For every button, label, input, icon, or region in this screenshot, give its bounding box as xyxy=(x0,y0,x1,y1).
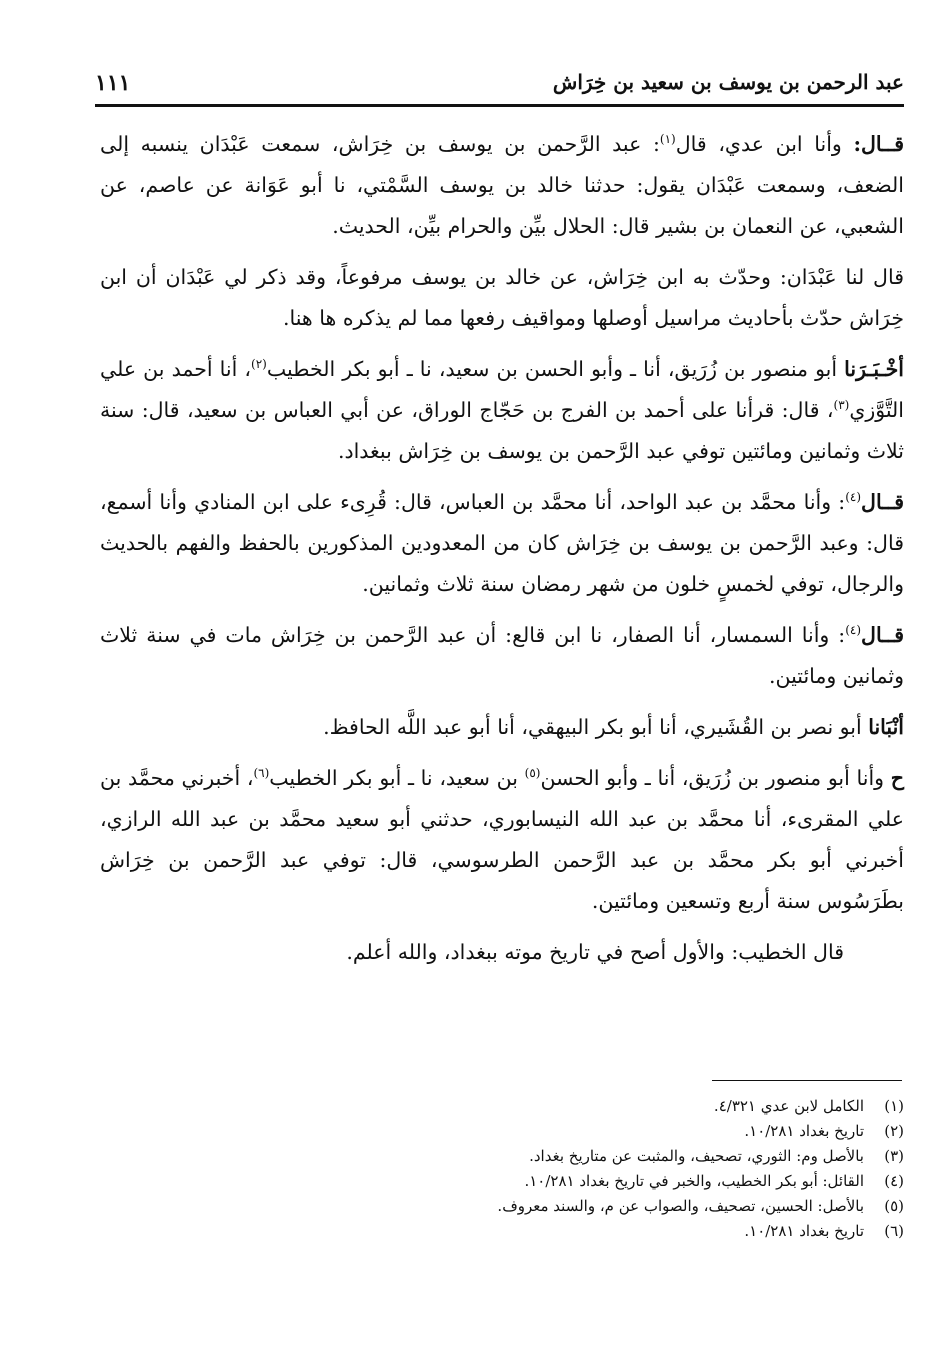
footnote-ref: (٣) xyxy=(833,398,850,413)
paragraph-3: أخْـبَـرَنا أبو منصور بن زُرَيق، أنا ـ وأبو الحسن بن سعيد، نا ـ أبو بكر الخطيب$^{(٢)}$، أنا أحمد بن علي التَّوَّزي$^{(٣)}$، قال: قرأنا على أحمد بن الفرج بن حَجّاج الوراق، عن أبي العباس بن سعيد، قال: سنة ثلاث وثمانين ومائتين توفي عبد الرَّحمن بن يوسف بن خِرَاش ببغداد. xyxy=(100,357,904,463)
running-title: عبد الرحمن بن يوسف بن سعيد بن خِرَاش xyxy=(552,70,904,94)
footnote-ref: (٤) xyxy=(845,490,862,505)
footnote-divider xyxy=(712,1080,902,1081)
page-header xyxy=(95,62,904,107)
footnote-item xyxy=(84,1169,904,1194)
footnote-item xyxy=(84,1219,904,1244)
page-number: ١١١ xyxy=(95,70,131,96)
footnote-text: بالأصل: الحسين، تصحيف، والصواب عن م، والسند معروف. xyxy=(497,1197,864,1215)
footnote-number: (٢) xyxy=(884,1122,904,1140)
footnote-ref: (٥) xyxy=(524,766,541,781)
paragraph-lead: قــال xyxy=(861,490,904,514)
footnote-text: تاريخ بغداد ١٠/٢٨١. xyxy=(744,1122,864,1140)
paragraph-6: أنْبَانا أبو نصر بن القُشَيري، أنا أبو بكر البيهقي، أنا أبو عبد اللَّه الحافظ. xyxy=(323,715,904,739)
footnote-ref: (٢) xyxy=(251,357,267,372)
footnote-ref: (٤) xyxy=(845,623,862,638)
paragraph-lead: أخْـبَـرَنا xyxy=(844,357,904,381)
paragraph-1: قــال: وأنا ابن عدي، قال$^{(١)}$: عبد الرَّحمن بن يوسف بن خِرَاش، سمعت عَبْدَان ينسبه إلى الضعف، وسمعت عَبْدَان يقول: حدثنا خالد بن يوسف السَّمْتي، نا أبو عَوَانة عن عاصم، عن الشعبي، عن النعمان بن بشير قال: الحلال بيِّن والحرام بيِّن، الحديث. xyxy=(100,132,904,238)
paragraph-lead: أنْبَانا xyxy=(868,715,904,739)
paragraph-7: ح وأنا أبو منصور بن زُرَيق، أنا ـ وأبو الحسن$^{(٥)}$ بن سعيد، نا ـ أبو بكر الخطيب$^{(٦)}$، أخبرني محمَّد بن علي المقرىء، أنا محمَّد بن عبد الله النيسابوري، حدثني أبو سعيد محمَّد بن عبد الله الرازي، أخبرني أبو بكر محمَّد بن عبد الرَّحمن الطرسوسي، قال: توفي عبد الرَّحمن بن خِرَاش بطَرَسُوس سنة أربع وتسعين ومائتين. xyxy=(100,766,904,913)
footnote-item xyxy=(84,1119,904,1144)
footnote-text: القائل: أبو بكر الخطيب، والخبر في تاريخ بغداد ١٠/٢٨١. xyxy=(524,1172,864,1190)
footnote-ref: (١) xyxy=(659,132,676,147)
footnote-text: تاريخ بغداد ١٠/٢٨١. xyxy=(744,1222,864,1240)
footnote-number: (٦) xyxy=(884,1222,904,1240)
paragraph-4: قــال$^{(٤)}$: وأنا محمَّد بن عبد الواحد، أنا محمَّد بن العباس، قال: قُرِىء على ابن المنادي وأنا أسمع، قال: وعبد الرَّحمن بن يوسف بن خِرَاش كان من المعدودين المذكورين بالحفظ والفهم بالحديث والرجال، توفي لخمسٍ خلون من شهر رمضان سنة ثلاث وثمانين. xyxy=(100,490,904,596)
paragraph-8: قال الخطيب: والأول أصح في تاريخ موته ببغداد، والله أعلم. xyxy=(346,940,844,964)
footnote-number: (١) xyxy=(884,1097,904,1115)
main-text xyxy=(100,124,904,983)
footnote-ref: (٦) xyxy=(253,766,270,781)
footnote-number: (٥) xyxy=(884,1197,904,1215)
footnote-text: الكامل لابن عدي ٤/٣٢١. xyxy=(713,1097,864,1115)
footnote-number: (٣) xyxy=(884,1147,904,1165)
paragraph-5: قــال$^{(٤)}$: وأنا السمسار، أنا الصفار، نا ابن قالع: أن عبد الرَّحمن بن خِرَاش مات في سنة ثلاث وثمانين ومائتين. xyxy=(100,623,904,688)
footnote-item xyxy=(84,1144,904,1169)
footnote-number: (٤) xyxy=(884,1172,904,1190)
paragraph-2: قال لنا عَبْدَان: وحدّث به ابن خِرَاش، عن خالد بن يوسف مرفوعاً، وقد ذكر لي عَبْدَان أن ابن خِرَاش حدّث بأحاديث مراسيل أوصلها ومواقيف رفعها مما لم يذكره ها هنا. xyxy=(100,265,904,330)
paragraph-lead: قــال xyxy=(861,623,904,647)
footnotes xyxy=(84,1094,904,1244)
footnote-item xyxy=(84,1094,904,1119)
paragraph-lead: قــال: xyxy=(853,132,904,156)
paragraph-lead: ح xyxy=(890,766,904,790)
footnote-item xyxy=(84,1194,904,1219)
footnote-text: بالأصل وم: الثوري، تصحيف، والمثبت عن متاريخ بغداد. xyxy=(529,1147,864,1165)
